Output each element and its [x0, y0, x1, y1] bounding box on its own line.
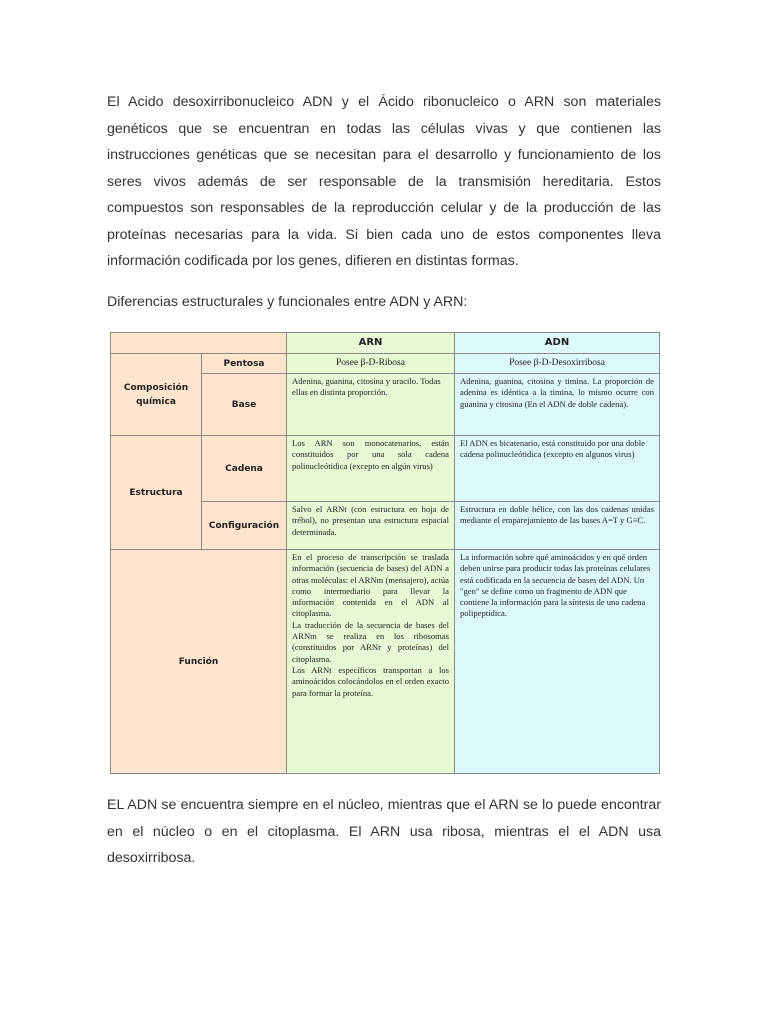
- cell-arn-configuracion: Salvo el ARNt (con estructura en hoja de trébol), no presentan una estructura espacial determinada.: [287, 502, 455, 550]
- group-label-funcion: Función: [111, 550, 287, 774]
- cell-adn-cadena: El ADN es bicatenario, está constituido por una doble cadena polinucleótidica (excepto en algunos virus): [455, 436, 660, 502]
- cell-arn-base: Adenina, guanina, citosina y uracilo. Todas ellas en distinta proporción.: [287, 374, 455, 436]
- row-label-cadena: Cadena: [202, 436, 287, 502]
- row-label-pentosa: Pentosa: [202, 354, 287, 374]
- table-heading: Diferencias estructurales y funcionales entre ADN y ARN:: [107, 294, 468, 310]
- cell-adn-funcion: La información sobre qué aminoácidos y en qué orden deben unirse para producir todas las proteínas celulares está codificada en la secuencia de bases del ADN. Un "gen" se define como un fragmento de ADN que contiene la información para la síntesis de una cadena polipeptídica.: [455, 550, 660, 774]
- arn-funcion-traduccion: La traducción de la secuencia de bases del ARNm se realiza en los ribosomas (constituidos por ARNr y proteínas) del citoplasma.: [292, 619, 449, 664]
- row-label-base: Base: [202, 374, 287, 436]
- cell-adn-pentosa: Posee β-D-Desoxirribosa: [455, 354, 660, 374]
- arn-funcion-arnt: Los ARNt específicos transportan a los aminoácidos colocándolos en el orden exacto para formar la proteína.: [292, 664, 449, 698]
- cell-adn-configuracion: Estructura en doble hélice, con las dos cadenas unidas mediante el emparejamiento de las bases A=T y G≡C.: [455, 502, 660, 550]
- column-header-adn: ADN: [455, 333, 660, 354]
- comparison-table-image: [110, 332, 659, 773]
- group-label-composicion: Composición química: [111, 354, 202, 436]
- group-label-estructura: Estructura: [111, 436, 202, 550]
- arn-funcion-transcripcion: En el proceso de transcripción se traslada información (secuencia de bases) del ADN a otras moléculas: el ARNm (mensajero), actúa como intermediario para llevar la información contenida en el ADN al citoplasma.: [292, 552, 449, 619]
- cell-arn-cadena: Los ARN son monocatenarios, están constituidos por una sola cadena polinucleótidica (excepto en algún virus): [287, 436, 455, 502]
- row-label-configuracion: Configuración: [202, 502, 287, 550]
- closing-paragraph: EL ADN se encuentra siempre en el núcleo, mientras que el ARN se lo puede encontrar en el núcleo o en el citoplasma. El ARN usa ribosa, mientras el el ADN usa desoxirribosa.: [107, 797, 661, 866]
- cell-arn-funcion: [287, 550, 455, 774]
- cell-adn-base: Adenina, guanina, citosina y timina. La proporción de adenina es idéntica a la timina, lo mismo ocurre con guanina y citosina (En el ADN de doble cadena).: [455, 374, 660, 436]
- table-corner-cell: [111, 333, 287, 354]
- cell-arn-pentosa: Posee β-D-Ribosa: [287, 354, 455, 374]
- intro-paragraph: El Acido desoxirribonucleico ADN y el Ácido ribonucleico o ARN son materiales genéticos que se encuentran en todas las células vivas y que contienen las instrucciones genéticas que se necesitan para el desarrollo y funcionamiento de los seres vivos además de ser responsable de la transmisión hereditaria. Estos compuestos son responsables de la reproducción celular y de la producción de las proteínas necesarias para la vida. Si bien cada uno de estos componentes lleva información codificada por los genes, difieren en distintas formas.: [107, 94, 661, 269]
- column-header-arn: ARN: [287, 333, 455, 354]
- comparison-table: [110, 332, 660, 774]
